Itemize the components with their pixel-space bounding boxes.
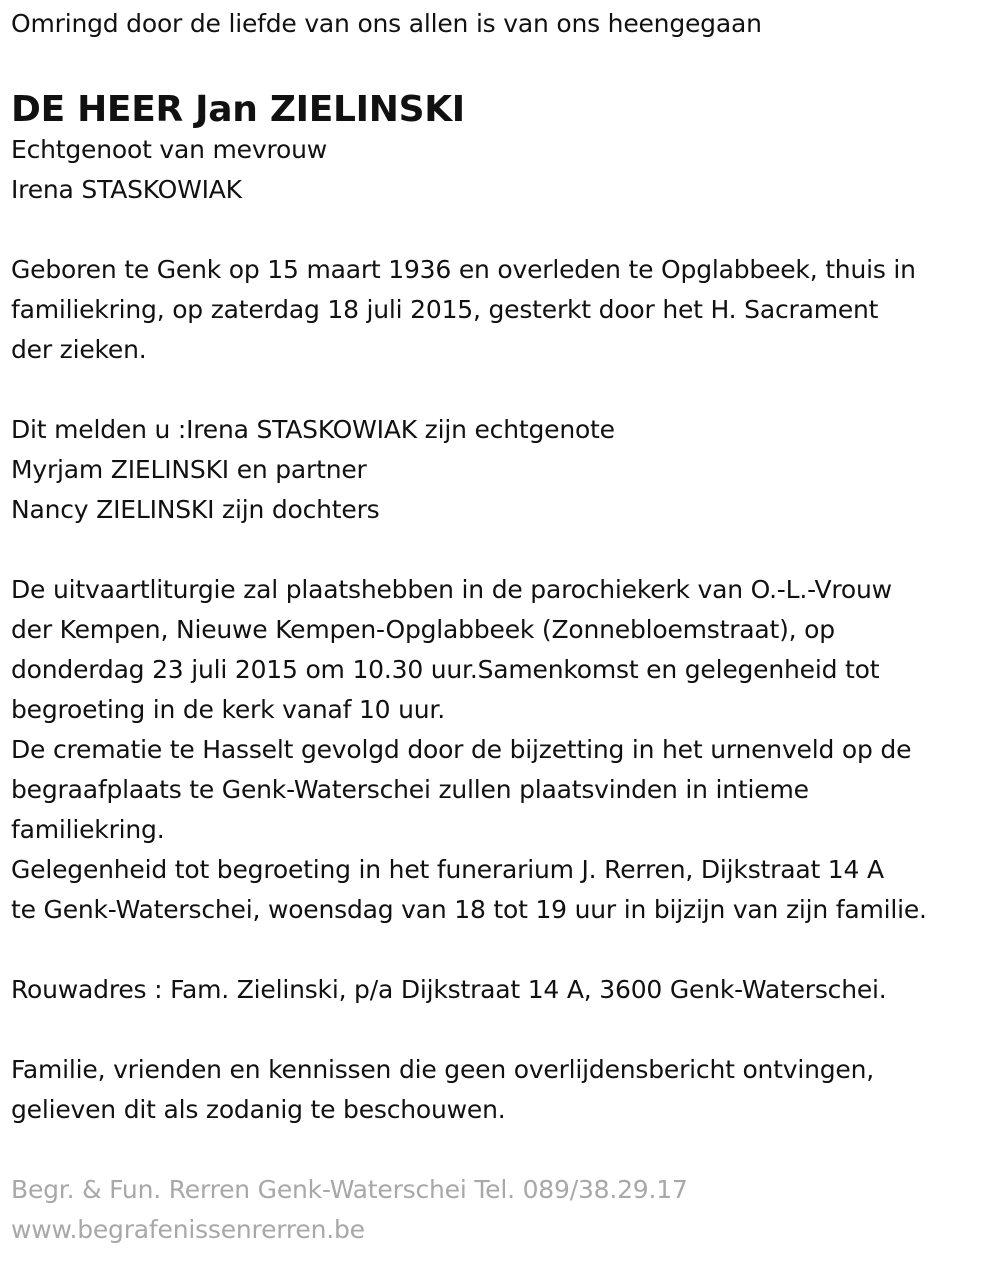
birth-death-line: Geboren te Genk op 15 maart 1936 en overleden te Opglabbeek, thuis in [11,255,916,284]
notice-line: Familie, vrienden en kennissen die geen overlijdensbericht ontvingen, [11,1055,875,1084]
ceremony-line: De crematie te Hasselt gevolgd door de bijzetting in het urnenveld op de [11,735,912,764]
mourning-address-section [11,970,996,1010]
birth-death-section [11,250,996,370]
obituary-notice [11,0,996,1250]
ceremony-line: begraafplaats te Genk-Waterschei zullen plaatsvinden in intieme [11,775,809,804]
mourning-address: Rouwadres : Fam. Zielinski, p/a Dijkstraat 14 A, 3600 Genk-Waterschei. [11,975,887,1004]
notice-section [11,1050,996,1130]
birth-death-line: familiekring, op zaterdag 18 juli 2015, gesterkt door het H. Sacrament [11,295,879,324]
ceremony-line: De uitvaartliturgie zal plaatshebben in de parochiekerk van O.-L.-Vrouw [11,575,892,604]
spouse-section [11,130,996,210]
announcer-line: Nancy ZIELINSKI zijn dochters [11,495,380,524]
ceremony-section [11,570,996,930]
ceremony-line: Gelegenheid tot begroeting in het funerarium J. Rerren, Dijkstraat 14 A [11,855,884,884]
undertaker-info: Begr. & Fun. Rerren Genk-Waterschei Tel. 089/38.29.17 [11,1175,688,1204]
notice-line: gelieven dit als zodanig te beschouwen. [11,1095,506,1124]
announcers-section [11,410,996,530]
intro-text: Omringd door de liefde van ons allen is van ons heengegaan [11,9,762,38]
ceremony-line: donderdag 23 juli 2015 om 10.30 uur.Samenkomst en gelegenheid tot [11,655,880,684]
ceremony-line: der Kempen, Nieuwe Kempen-Opglabbeek (Zonnebloemstraat), op [11,615,835,644]
announcer-line: Dit melden u :Irena STASKOWIAK zijn echtgenote [11,415,615,444]
footer [11,1170,996,1250]
announcer-line: Myrjam ZIELINSKI en partner [11,455,367,484]
spouse-line: Echtgenoot van mevrouw [11,135,327,164]
deceased-name: DE HEER Jan ZIELINSKI [11,89,465,130]
ceremony-line: te Genk-Waterschei, woensdag van 18 tot 19 uur in bijzijn van zijn familie. [11,895,927,924]
website-link[interactable]: www.begrafenissenrerren.be [11,1215,365,1244]
spouse-line: Irena STASKOWIAK [11,175,242,204]
birth-death-line: der zieken. [11,335,147,364]
ceremony-line: begroeting in de kerk vanaf 10 uur. [11,695,445,724]
ceremony-line: familiekring. [11,815,165,844]
